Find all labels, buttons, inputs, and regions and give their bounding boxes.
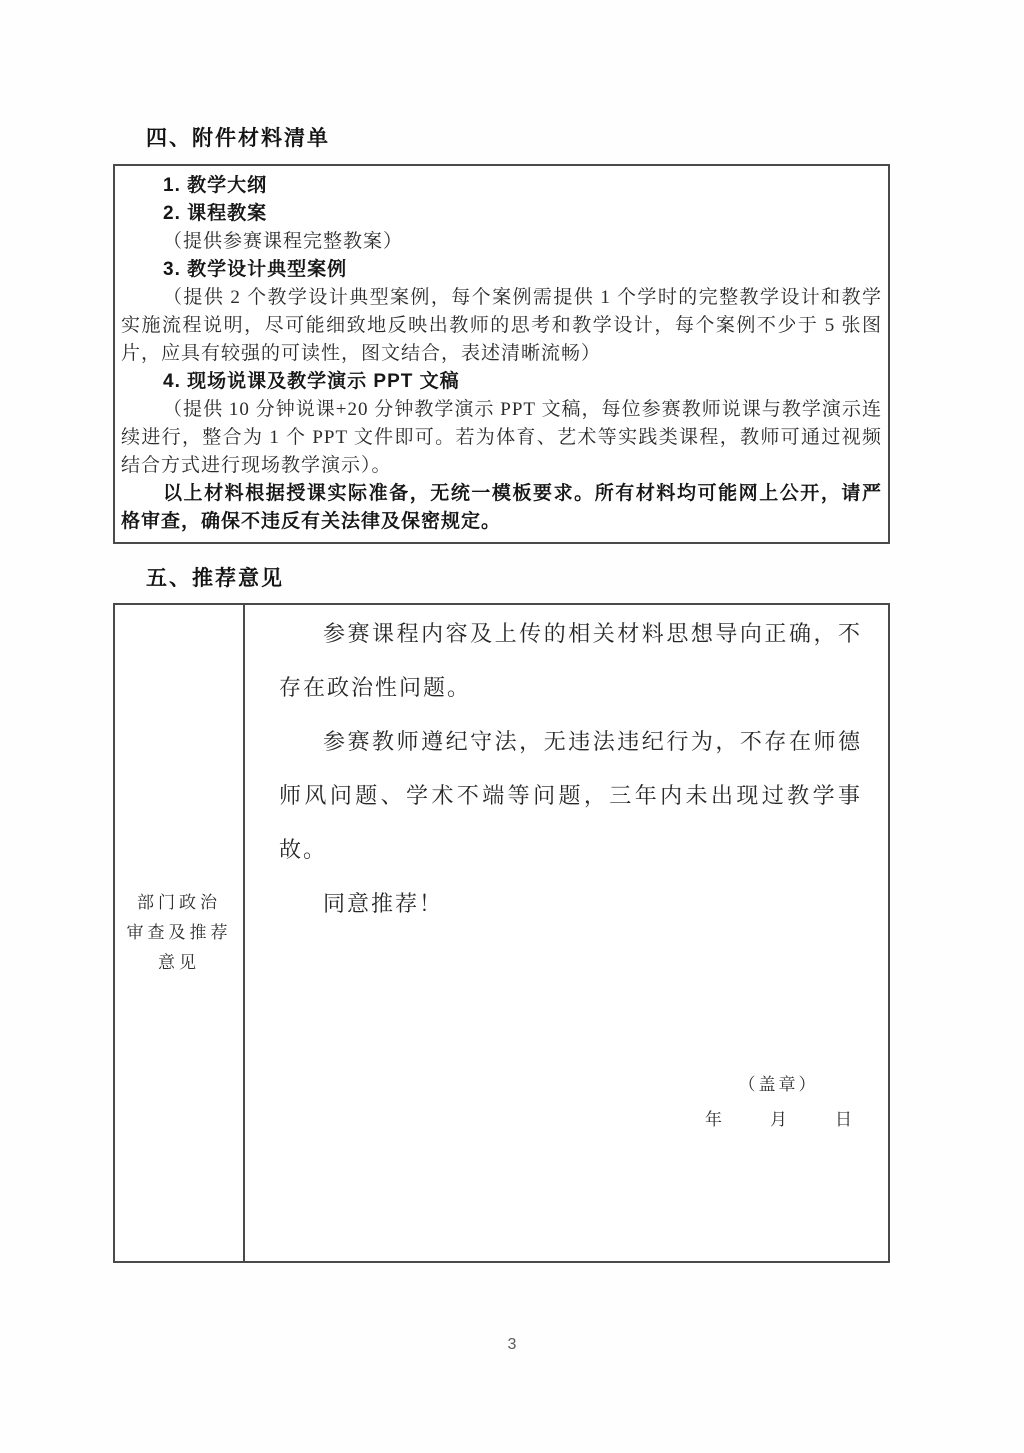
attachment-item-3: 3. 教学设计典型案例 bbox=[163, 259, 348, 280]
opinion-cell bbox=[245, 605, 888, 1261]
stamp-label: （盖章） bbox=[738, 1075, 819, 1094]
date-year-label: 年 bbox=[705, 1110, 722, 1129]
date-month-label: 月 bbox=[770, 1110, 787, 1129]
row-header-line-2: 审查及推荐 bbox=[126, 923, 232, 942]
attachment-item-4-note: （提供 10 分钟说课+20 分钟教学演示 PPT 文稿，每位参赛教师说课与教学演示连续进行，整合为 1 个 PPT 文件即可。若为体育、艺术等实践类课程，教师可通过视频结合方式进行现场教学演示）。 bbox=[121, 399, 882, 476]
row-header-line-3: 意见 bbox=[158, 953, 200, 972]
attachment-item-3-note: （提供 2 个教学设计典型案例，每个案例需提供 1 个学时的完整教学设计和教学实施流程说明，尽可能细致地反映出教师的思考和教学设计，每个案例不少于 5 张图片，应具有较强的可读性，图文结合，表述清晰流畅） bbox=[121, 287, 882, 364]
section5-heading: 五、推荐意见 bbox=[146, 567, 284, 590]
date-day-label: 日 bbox=[835, 1110, 852, 1129]
row-header-cell bbox=[115, 605, 245, 1261]
attachment-general-note: 以上材料根据授课实际准备，无统一模板要求。所有材料均可能网上公开，请严格审查，确保不违反有关法律及保密规定。 bbox=[121, 483, 882, 532]
attachment-item-2-note: （提供参赛课程完整教案） bbox=[163, 231, 404, 252]
opinion-paragraph-1: 参赛课程内容及上传的相关材料思想导向正确，不存在政治性问题。 bbox=[279, 621, 862, 700]
attachment-materials-box bbox=[113, 164, 890, 544]
opinion-paragraph-3: 同意推荐！ bbox=[323, 891, 444, 916]
opinion-paragraph-2: 参赛教师遵纪守法，无违法违纪行为，不存在师德师风问题、学术不端等问题，三年内未出现过教学事故。 bbox=[279, 729, 862, 862]
attachment-item-1: 1. 教学大纲 bbox=[163, 175, 268, 196]
row-header-line-1: 部门政治 bbox=[137, 893, 221, 912]
page-number: 3 bbox=[507, 1336, 517, 1353]
recommendation-table bbox=[113, 603, 890, 1263]
attachment-item-2: 2. 课程教案 bbox=[163, 203, 268, 224]
section4-heading: 四、附件材料清单 bbox=[146, 127, 330, 150]
date-line bbox=[691, 1105, 866, 1130]
stamp-and-date-block bbox=[691, 1070, 866, 1130]
attachment-item-4: 4. 现场说课及教学演示 PPT 文稿 bbox=[163, 371, 460, 392]
